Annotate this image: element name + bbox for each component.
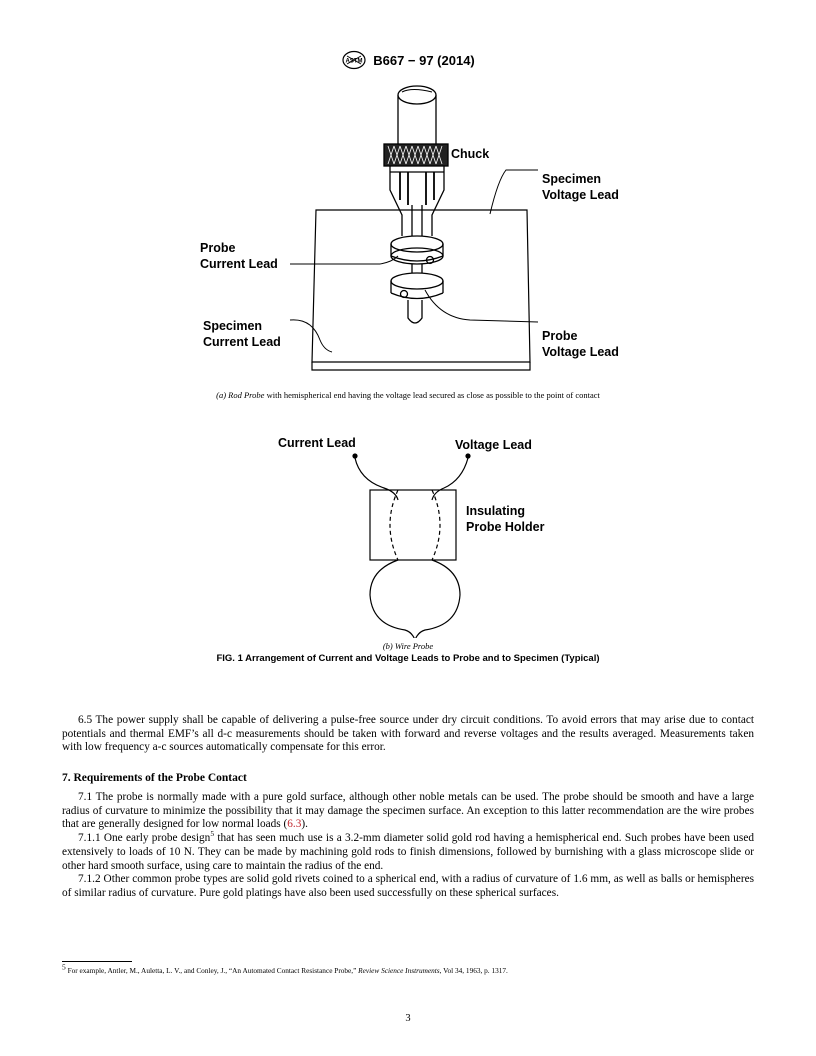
- footnote-divider: [62, 961, 132, 962]
- caption-b-title: Wire Probe: [394, 641, 434, 651]
- label-specimen-current-lead: [203, 318, 281, 350]
- label-probe-current-lead: [200, 240, 278, 272]
- paragraph-7-1: [62, 791, 754, 832]
- footnote-text-end: , Vol 34, 1963, p. 1317.: [439, 966, 508, 975]
- figure-title: FIG. 1 Arrangement of Current and Voltage Leads to Probe and to Specimen (Typical): [216, 653, 600, 664]
- label-specimen-current-line2: Current Lead: [203, 335, 281, 349]
- rod-probe: [384, 86, 448, 323]
- footnote-marker: 5: [62, 962, 66, 972]
- label-chuck: Chuck: [451, 147, 490, 161]
- svg-text:ASTM: ASTM: [345, 58, 363, 65]
- paragraph-7-1-text: 7.1 The probe is normally made with a pure gold surface, although other noble metals can be used. The probe should be smooth and have a large radius of curvature to minimize the possibility that it may damage the specimen surface. An exception to this latter recommendation are the wire probes that are generally designed for low normal loads (: [62, 791, 754, 831]
- caption-a-title: Rod Probe: [228, 390, 265, 400]
- label-probe-current-line1: Probe: [200, 241, 236, 255]
- page-header: [0, 50, 816, 70]
- standard-designation: B667 − 97 (2014): [373, 52, 475, 68]
- paragraph-7-1-1-start: 7.1.1 One early probe design: [78, 832, 211, 845]
- label-insulating-line2: Probe Holder: [466, 520, 545, 534]
- label-specimen-voltage-line1: Specimen: [542, 172, 602, 186]
- section-6-3-link[interactable]: 6.3: [287, 818, 302, 831]
- body-text: [62, 714, 754, 755]
- page-number: 3: [405, 1013, 411, 1024]
- section-7-heading: 7. Requirements of the Probe Contact: [62, 772, 247, 784]
- section-7-body: [62, 791, 754, 901]
- label-insulating-line1: Insulating: [466, 504, 526, 518]
- label-specimen-current-line1: Specimen: [203, 319, 263, 333]
- wire-probe: [353, 454, 470, 638]
- footnote-ref-5[interactable]: 5: [210, 829, 215, 839]
- label-insulating-probe-holder: [466, 503, 545, 535]
- figure-a-caption: [0, 390, 816, 400]
- paragraph-7-1-2: 7.1.2 Other common probe types are solid gold rivets coined to a spherical end, with a radius of curvature of 1.6 mm, as well as balls or hemispheres of similar radius of curvature. Pure gold platings have also been used successfully on these spherical surfaces.: [62, 873, 754, 899]
- paragraph-7-1-1: [62, 829, 754, 873]
- caption-b-marker: (b): [382, 641, 393, 651]
- label-probe-voltage-line1: Probe: [542, 329, 578, 343]
- footnote-text-start: For example, Antler, M., Auletta, L. V., and Conley, J., “An Automated Contact Resistance Probe,”: [67, 966, 357, 975]
- figure-b-caption: [0, 641, 816, 651]
- specimen-plate: [312, 210, 530, 370]
- label-current-lead: Current Lead: [278, 436, 356, 450]
- label-probe-current-line2: Current Lead: [200, 257, 278, 271]
- caption-a-rest: with hemispherical end having the voltage lead secured as close as possible to the point of contact: [266, 390, 600, 400]
- label-probe-voltage-lead: [542, 328, 619, 360]
- caption-a-marker: (a): [216, 390, 227, 400]
- label-probe-voltage-line2: Voltage Lead: [542, 345, 619, 359]
- footnote-journal: Review Science Instruments: [358, 966, 440, 975]
- label-voltage-lead: Voltage Lead: [455, 438, 532, 452]
- label-specimen-voltage-lead: [542, 171, 619, 203]
- astm-logo-icon: [341, 50, 367, 70]
- section-7: [62, 771, 754, 785]
- label-specimen-voltage-line2: Voltage Lead: [542, 188, 619, 202]
- paragraph-6-5: 6.5 The power supply shall be capable of delivering a pulse-free source under dry circuit conditions. To avoid errors that may arise due to contact potentials and thermal EMF’s all d-c measurements should be taken with forward and reverse voltages and the results averaged. Measurements taken with low frequency a-c sources automatically compensate for this error.: [62, 714, 754, 754]
- footnote-5: [62, 962, 762, 976]
- paragraph-7-1-end: ).: [301, 818, 308, 831]
- paragraph-7-1-1-rest: that has seen much use is a 3.2-mm diameter solid gold rod having a hemispherical end. Such probes have been used extensively to loads of 10 N. They can be made by machining gold rods to finish dimensions, followed by burnishing with a glass microscope slide or other hard smooth surface, using care to maintain the radius of the end.: [62, 832, 754, 872]
